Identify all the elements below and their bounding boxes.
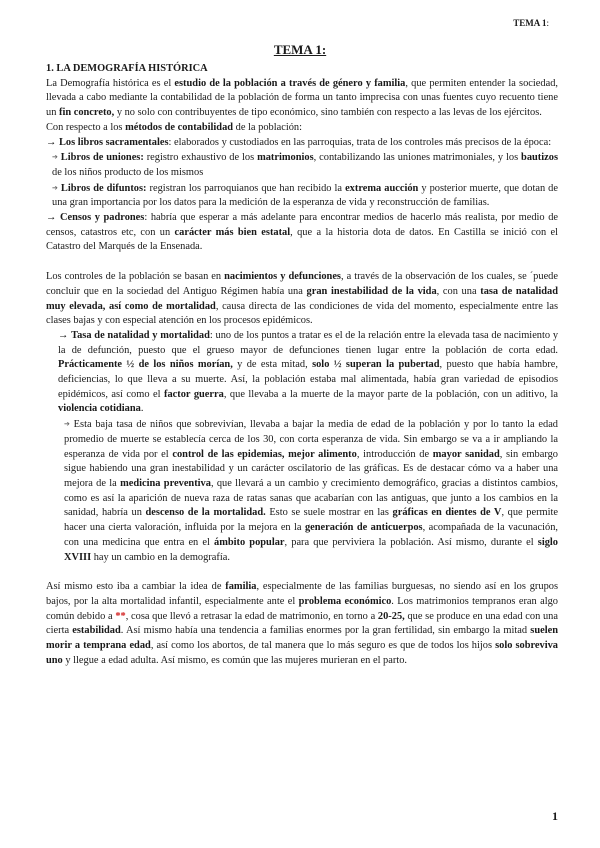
arrow-icon: → [46,136,57,148]
libros-difuntos-item: ➔ Libros de difuntos: registran los parroquianos que han recibido la extrema aucción y posterior muerte, que dotan de una gran importancia por los datos para la medición de la esperanza de vida y reconstrucción de familias. [52,182,558,209]
page-title: TEMA 1: [273,42,327,57]
controles-paragraph: Los controles de la población se basan en nacimientos y defunciones, a través de la observación de los cuales, se ´puede concluir que en la sociedad del Antiguo Régimen había una gran inestabilidad de la vida, con una tasa de natalidad muy elevada, así como de mortalidad, causa directa de las condiciones de vida del momento, especialmente entre las clases bajas y con especial atención en los procesos epidémicos. [46,271,558,327]
intro-paragraph: La Demografía histórica es el estudio de la población a través de género y familia, que permiten entender la sociedad, llevada a cabo mediante la contabilidad de la población de forma un tanto imprecisa con unas fuentes cuyo recuento tiene un fin concreto, y no solo con contribuyentes de tipo económico, sino también con respecto a las levas de los ejércitos. [46,77,558,119]
familia-paragraph: Así mismo esto iba a cambiar la idea de familia, especialmente de las familias burguesas, no siendo así en los grupos bajos, por la alta mortalidad infantil, especialmente ante el problema económico. Los matrimonios tempranos eran algo común debido a **, cosa que llevó a retrasar la edad de matrimonio, en torno a 20-25, que se produce en una edad con una cierta estabilidad. Así mismo había una tendencia a familias enormes por la gran fertilidad, sin embargo la mitad suelen morir a temprana edad, así como los abortos, de tal manera que lo más seguro es que de todos los hijos solo sobreviva uno y llegue a edad adulta. Así mismo, es común que las mujeres murieran en el parto. [46,581,559,666]
header-label: TEMA 1 [513,18,547,28]
running-header [513,18,549,28]
asterisk-note: ** [115,610,126,622]
tasa-item: → Tasa de natalidad y mortalidad: uno de los puntos a tratar es el de la relación entre la elevada tasa de nacimiento y la de defunción, puesto que el grueso mayor de defunciones tienen lugar entre la población de corta edad. Prácticamente ½ de los niños morían, y de esta mitad, solo ½ superan la pubertad, puesto que había hambre, deficiencias, lo que lleva a su muerte. Así, la población estaba mal alimentada, había gran variedad de episodios epidémicos, así como el factor guerra, que llevaba a la muerte de la mayor parte de la población, con un aditivo, la violencia cotidiana. [58,329,559,415]
document-body [46,62,558,668]
baja-tasa-item: ➔ Esta baja tasa de niños que sobrevivían, llevaba a bajar la media de edad de la población y por lo tanto la edad promedio de muerte se establecía cerca de los 30, con corta esperanza de vida. Sin embargo se va a ir ampliando la esperanza de vida por el control de las epidemias, mejor alimento, introducción de mayor sanidad, sin embargo sigue habiendo una gran inestabilidad y un carácter oscilatorio de las gráficas. Es de destacar cómo va a haber una mejora de la medicina preventiva, que llevará a un cambio y crecimiento demográfico, gracias a distintos cambios, como es así la aparición de nueva raza de ratas sanas que acabarían con las antiguas, que junto a los cambios en la sanidad, habría un descenso de la mortalidad. Esto se suele mostrar en las gráficas en dientes de V, que permite hacer una cierta valoración, influida por la mejora en la generación de anticuerpos, acompañada de la vacunación, con una medicina que entra en el ámbito popular, para que perviviera la población. Así mismo, durante el siglo XVIII hay un cambio en la demografía. [64,419,559,563]
section-heading: 1. LA DEMOGRAFÍA HISTÓRICA [46,63,208,74]
arrow-icon: → [46,212,57,224]
paragraph-spacer [46,255,558,270]
libros-sacramentales-item: → Los libros sacramentales: elaborados y custodiados en las parroquias, trata de los controles más precisos de la época: [46,136,552,148]
paragraph-spacer [46,565,558,580]
bullet-arrow-icon: ➔ [52,153,58,162]
libros-uniones-item: ➔ Libros de uniones: registro exhaustivo de los matrimonios, contabilizando las uniones matrimoniales, y los bautizos de los niños producto de los mismos [52,152,558,178]
header-colon: : [546,18,549,28]
arrow-icon: → [58,329,69,341]
censos-item: → Censos y padrones: habría que esperar a más adelante para encontrar medios de hacerlo más realista, por medio de censos, catastros etc, con un carácter más bien estatal, que a la historia dota de datos. En Castilla se inició con el Catastro del Marqués de la Ensenada. [46,212,559,253]
bullet-arrow-icon: ➔ [52,183,58,192]
methods-paragraph: Con respecto a los métodos de contabilidad de la población: [46,121,303,133]
bullet-arrow-icon: ➔ [64,420,70,429]
page-number: 1 [552,809,558,823]
